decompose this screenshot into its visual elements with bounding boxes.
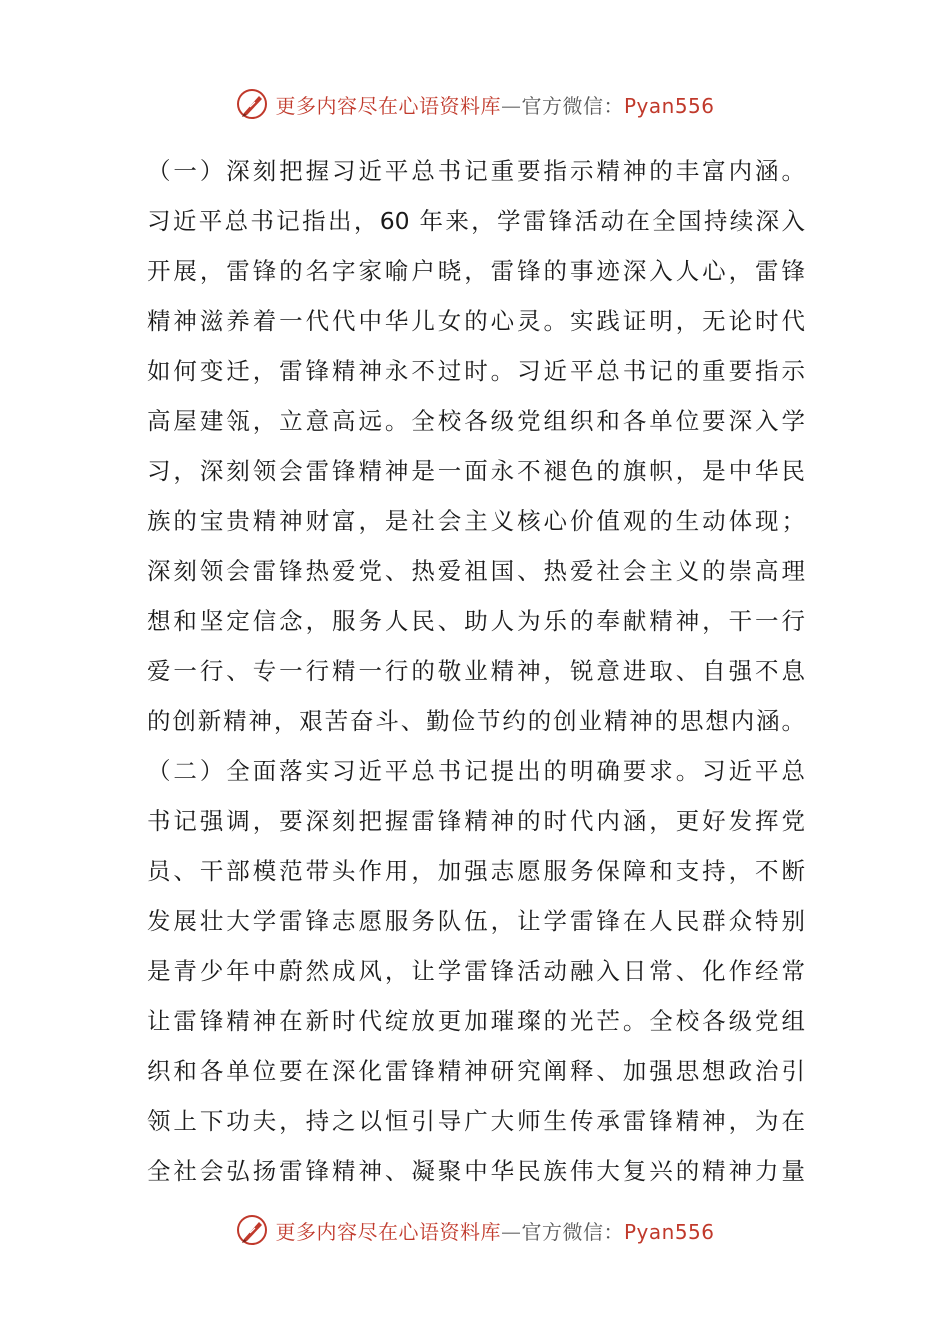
text-line: 发展壮大学雷锋志愿服务队伍，让学雷锋在人民群众特别 (147, 907, 805, 935)
text-line: 织和各单位要在深化雷锋精神研究阐释、加强思想政治引 (147, 1057, 805, 1085)
text-line: 深刻领会雷锋热爱党、热爱祖国、热爱社会主义的崇高理 (147, 557, 805, 585)
text-line: 精神滋养着一代代中华儿女的心灵。实践证明，无论时代 (147, 307, 805, 335)
header-banner (0, 84, 950, 124)
text-line: 让雷锋精神在新时代绽放更加璀璨的光芒。全校各级党组 (147, 1007, 805, 1035)
banner-main-text: 更多内容尽在心语资料库 (275, 1219, 501, 1244)
banner-wechat-label: 官方微信： (521, 93, 624, 118)
text-line: 高屋建瓴，立意高远。全校各级党组织和各单位要深入学 (147, 407, 805, 435)
banner-main-text: 更多内容尽在心语资料库 (275, 93, 501, 118)
text-line: 族的宝贵精神财富，是社会主义核心价值观的生动体现； (147, 507, 805, 535)
text-line: 习，深刻领会雷锋精神是一面永不褪色的旗帜，是中华民 (147, 457, 805, 485)
text-line: 习近平总书记指出，60 年来，学雷锋活动在全国持续深入 (147, 207, 805, 235)
banner-wechat-id: Pyan556 (623, 93, 715, 118)
text-line: 如何变迁，雷锋精神永不过时。习近平总书记的重要指示 (147, 357, 805, 385)
quill-logo-icon (235, 1213, 269, 1247)
banner-separator: — (500, 93, 522, 118)
banner-text (275, 1216, 714, 1245)
header-banner-inner (235, 87, 714, 121)
text-line: 的创新精神，艰苦奋斗、勤俭节约的创业精神的思想内涵。 (147, 707, 805, 735)
text-line: 是青少年中蔚然成风，让学雷锋活动融入日常、化作经常 (147, 957, 805, 985)
text-line: 员、干部模范带头作用，加强志愿服务保障和支持，不断 (147, 857, 805, 885)
text-line: 书记强调，要深刻把握雷锋精神的时代内涵，更好发挥党 (147, 807, 805, 835)
footer-banner-inner (235, 1213, 714, 1247)
text-line: （一）深刻把握习近平总书记重要指示精神的丰富内涵。 (147, 157, 805, 185)
text-line: 爱一行、专一行精一行的敬业精神，锐意进取、自强不息 (147, 657, 805, 685)
document-body (147, 146, 805, 1196)
text-line: 开展，雷锋的名字家喻户晓，雷锋的事迹深入人心，雷锋 (147, 257, 805, 285)
text-line: 全社会弘扬雷锋精神、凝聚中华民族伟大复兴的精神力量 (147, 1157, 805, 1185)
footer-banner (0, 1210, 950, 1250)
text-line: 领上下功夫，持之以恒引导广大师生传承雷锋精神，为在 (147, 1107, 805, 1135)
banner-separator: — (500, 1219, 522, 1244)
quill-logo-icon (235, 87, 269, 121)
banner-text (275, 90, 714, 119)
text-line: （二）全面落实习近平总书记提出的明确要求。习近平总 (147, 757, 805, 785)
text-line: 想和坚定信念，服务人民、助人为乐的奉献精神，干一行 (147, 607, 805, 635)
banner-wechat-label: 官方微信： (521, 1219, 624, 1244)
banner-wechat-id: Pyan556 (623, 1219, 715, 1244)
